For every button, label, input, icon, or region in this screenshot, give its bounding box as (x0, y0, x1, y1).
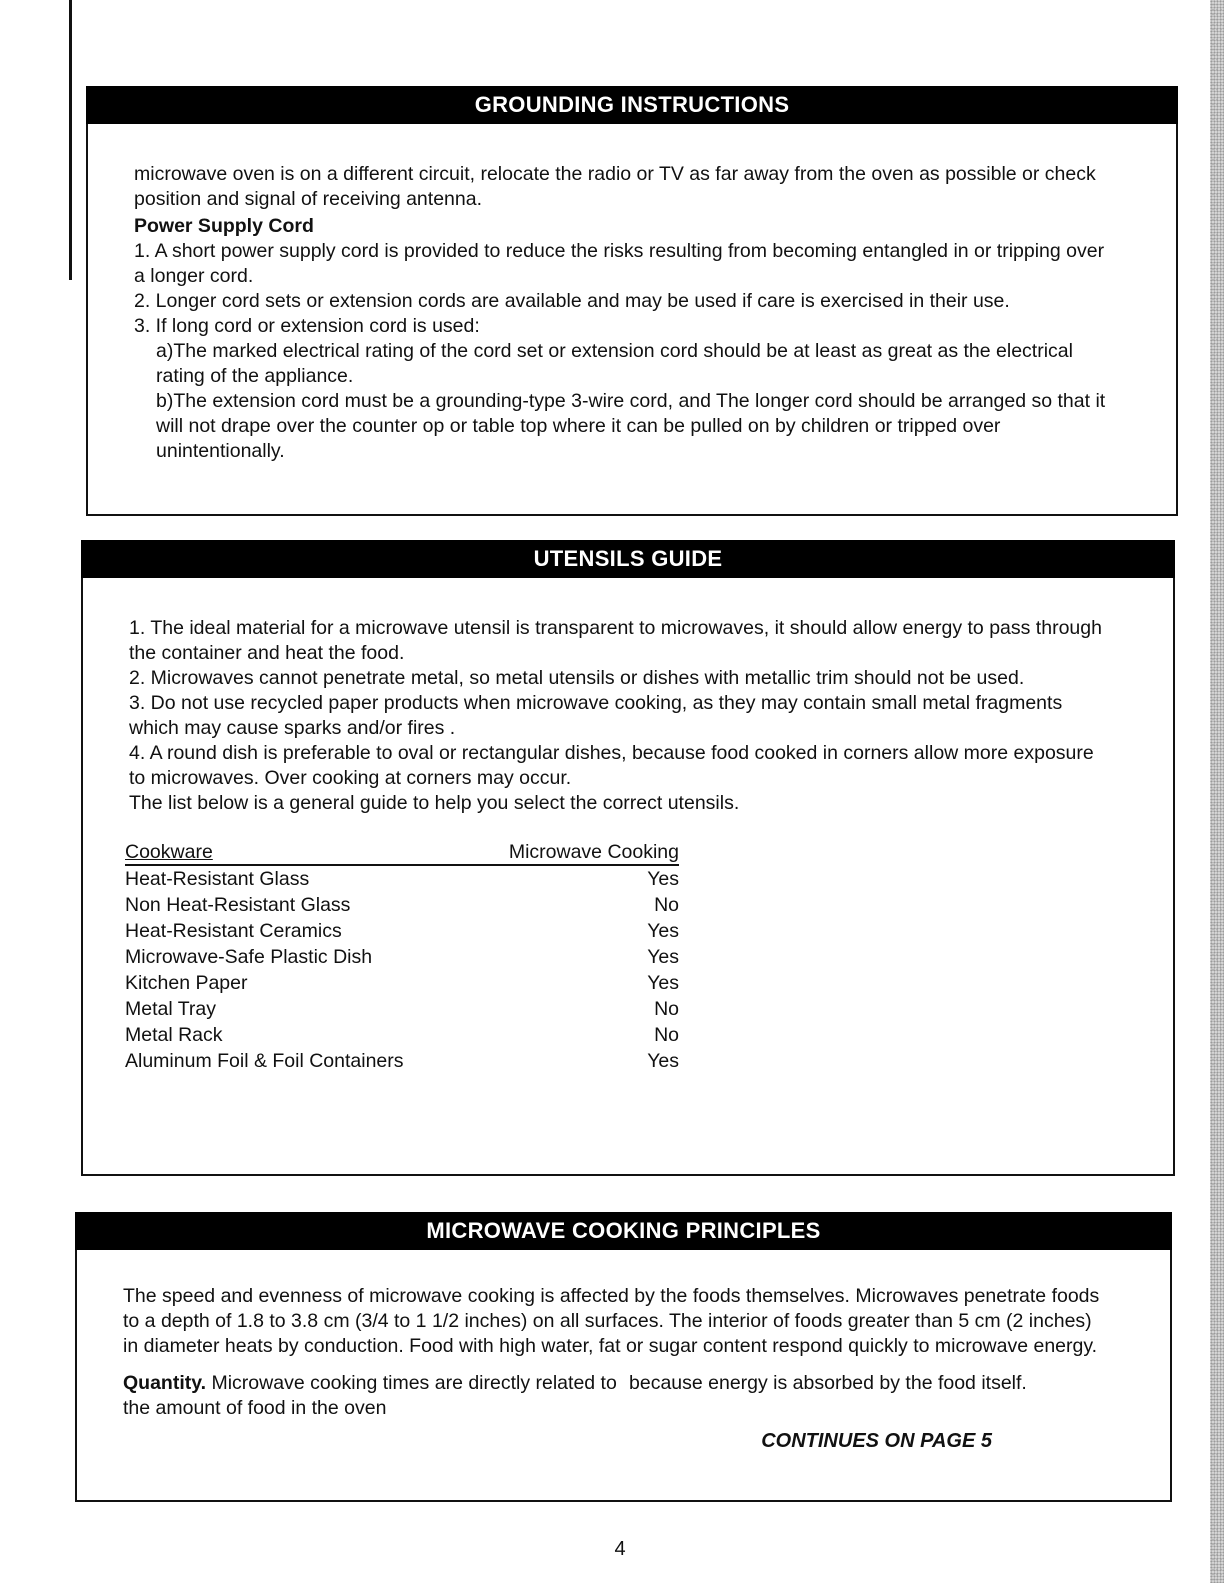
microwave-safe-cell: No (654, 894, 679, 916)
column-header-cookware: Cookware (125, 840, 445, 865)
quantity-right-column (629, 1371, 1110, 1421)
microwave-safe-cell: No (654, 998, 679, 1020)
list-item: 2. Longer cord sets or extension cords are available and may be used if care is exercised in their use. (134, 290, 1010, 312)
table-row (125, 996, 679, 1022)
sub-list-marker: a) (156, 340, 174, 362)
section-utensils-guide (81, 540, 1175, 1176)
table-row (125, 918, 679, 944)
section-title: MICROWAVE COOKING PRINCIPLES (75, 1212, 1172, 1250)
guide-note: The list below is a general guide to help you select the correct utensils. (129, 792, 740, 814)
sub-list-item (134, 339, 1116, 389)
subheading-power-supply-cord: Power Supply Cord (134, 215, 314, 237)
sub-list-text: The marked electrical rating of the cord set or extension cord should be at least as great as the electrical rating of the appliance. (156, 340, 1073, 387)
quantity-paragraph (123, 1371, 1110, 1421)
section-title: GROUNDING INSTRUCTIONS (86, 86, 1178, 124)
list-item: 1. A short power supply cord is provided to reduce the risks resulting from becoming entangled in or tripping over a longer cord. (134, 240, 1105, 287)
section-microwave-cooking-principles (75, 1212, 1172, 1502)
quantity-left-column (123, 1371, 629, 1421)
column-header-microwave-cooking: Microwave Cooking (445, 840, 679, 865)
list-item: 3. If long cord or extension cord is used: (134, 315, 480, 337)
cookware-cell: Heat-Resistant Ceramics (125, 920, 342, 942)
page-number: 4 (614, 1538, 626, 1560)
cookware-cell: Kitchen Paper (125, 972, 248, 994)
table-row (125, 892, 679, 918)
list-item: 4. A round dish is preferable to oval or rectangular dishes, because food cooked in corners allow more exposure to microwaves. Over cooking at corners may occur. (129, 742, 1094, 789)
table-row (125, 865, 679, 892)
cookware-cell: Heat-Resistant Glass (125, 868, 310, 890)
cookware-cell: Metal Rack (125, 1024, 223, 1046)
continues-on-page (123, 1429, 1110, 1454)
intro-text: The speed and evenness of microwave cooking is affected by the foods themselves. Microwaves penetrate foods to a depth of 1.8 to 3.8 cm (3/4 to 1 1/2 inches) on all surfaces. The interior of foods greater than 5 cm (2 inches) in diameter heats by conduction. Food with high water, fat or sugar content respond quickly to microwave energy. (123, 1285, 1100, 1357)
list-item: 3. Do not use recycled paper products when microwave cooking, as they may contain small metal fragments which may cause sparks and/or fires . (129, 692, 1063, 739)
list-item: 1. The ideal material for a microwave utensil is transparent to microwaves, it should allow energy to pass through the container and heat the food. (129, 617, 1102, 664)
section-title: UTENSILS GUIDE (81, 540, 1175, 578)
table-row (125, 970, 679, 996)
intro-text: microwave oven is on a different circuit, relocate the radio or TV as far away from the oven as possible or check position and signal of receiving antenna. (134, 163, 1096, 210)
quantity-text: Microwave cooking times are directly related to the amount of food in the oven (123, 1372, 617, 1419)
table-row (125, 1022, 679, 1048)
cookware-cell: Non Heat-Resistant Glass (125, 894, 351, 916)
microwave-safe-cell: Yes (647, 920, 679, 942)
microwave-safe-cell: Yes (647, 1050, 679, 1072)
quantity-label: Quantity. (123, 1372, 207, 1394)
section-grounding-instructions (86, 86, 1178, 516)
sub-list-item (134, 389, 1116, 464)
cookware-cell: Microwave-Safe Plastic Dish (125, 946, 373, 968)
cookware-cell: Metal Tray (125, 998, 217, 1020)
microwave-safe-cell: No (654, 1024, 679, 1046)
scan-edge-line (69, 0, 72, 280)
table-row (125, 1048, 679, 1074)
microwave-safe-cell: Yes (647, 946, 679, 968)
microwave-safe-cell: Yes (647, 868, 679, 890)
continues-label: CONTINUES ON PAGE (761, 1430, 976, 1452)
cookware-table (125, 840, 679, 1074)
quantity-text-continued: because energy is absorbed by the food itself. (629, 1372, 1027, 1394)
microwave-safe-cell: Yes (647, 972, 679, 994)
list-item: 2. Microwaves cannot penetrate metal, so metal utensils or dishes with metallic trim should not be used. (129, 667, 1025, 689)
table-row (125, 944, 679, 970)
cookware-cell: Aluminum Foil & Foil Containers (125, 1050, 404, 1072)
continues-page-number: 5 (980, 1430, 992, 1452)
table-header-row (125, 840, 679, 865)
sub-list-text: The extension cord must be a grounding-type 3-wire cord, and The longer cord should be arranged so that it will not drape over the counter op or table top where it can be pulled on by children or tripped over unintentionally. (156, 390, 1106, 462)
sub-list-marker: b) (156, 390, 174, 412)
scan-edge-texture (1210, 0, 1224, 1583)
